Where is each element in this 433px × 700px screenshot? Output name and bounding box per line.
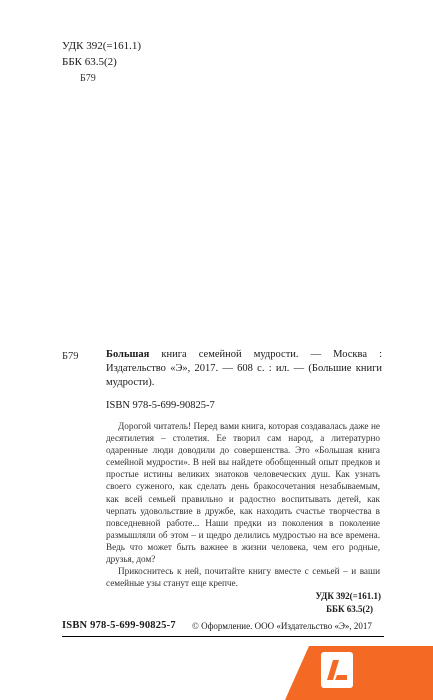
bibliographic-rest: книга семейной мудрости. — Москва : Издательство «Э», 2017. — 608 с. : ил. — (Большие книги мудрости). <box>106 349 382 388</box>
logo-orange-band <box>285 646 433 700</box>
isbn-bottom: ISBN 978-5-699-90825-7 <box>62 620 176 631</box>
udk-code-top: УДК 392(=161.1) <box>62 40 142 52</box>
annotation-paragraph-2: Прикоснитесь к ней, почитайте книгу вместе с семьей – и ваши семейные узы станут еще крепче. <box>106 566 380 589</box>
bottom-divider <box>62 636 384 637</box>
litres-logo <box>263 640 433 700</box>
bbk-code-top: ББК 63.5(2) <box>62 56 117 68</box>
annotation-paragraph-1: Дорогой читатель! Перед вами книга, которая создавалась даже не десятилетия – столетия. Ее творил сам народ, а литературно одаренные люди доводили до совершенства. Это «Большая книга семейной мудрости». В ней вы найдете обобщенный опыт предков и простые истины великих знатоков человеческих душ. Как узнать своего суженого, как сделать день бракосочетания незабываемым, как всей семьей правильно и радостно воспитывать детей, как черпать удовольствие в дружбе, как находить счастье творчества в повседневной работе... Наши предки из поколения в поколение размышляли об этом – и щедро делились мудростью на все времена. Ведь что может быть важнее в жизни человека, чем его родные, друзья, дом? <box>106 421 380 565</box>
author-mark-side: Б79 <box>62 351 79 362</box>
copyright-notice: © Оформление. ООО «Издательство «Э», 2017 <box>192 621 372 631</box>
litres-logo-icon <box>263 640 433 700</box>
book-title-first-word: Большая <box>106 349 150 360</box>
bbk-code-bottom: ББК 63.5(2) <box>326 604 373 614</box>
author-mark-top: Б79 <box>80 73 96 84</box>
logo-book-shape <box>321 652 353 688</box>
udk-code-bottom: УДК 392(=161.1) <box>315 591 381 601</box>
isbn-middle: ISBN 978-5-699-90825-7 <box>106 400 215 411</box>
bibliographic-record <box>106 348 382 390</box>
annotation <box>106 420 380 589</box>
